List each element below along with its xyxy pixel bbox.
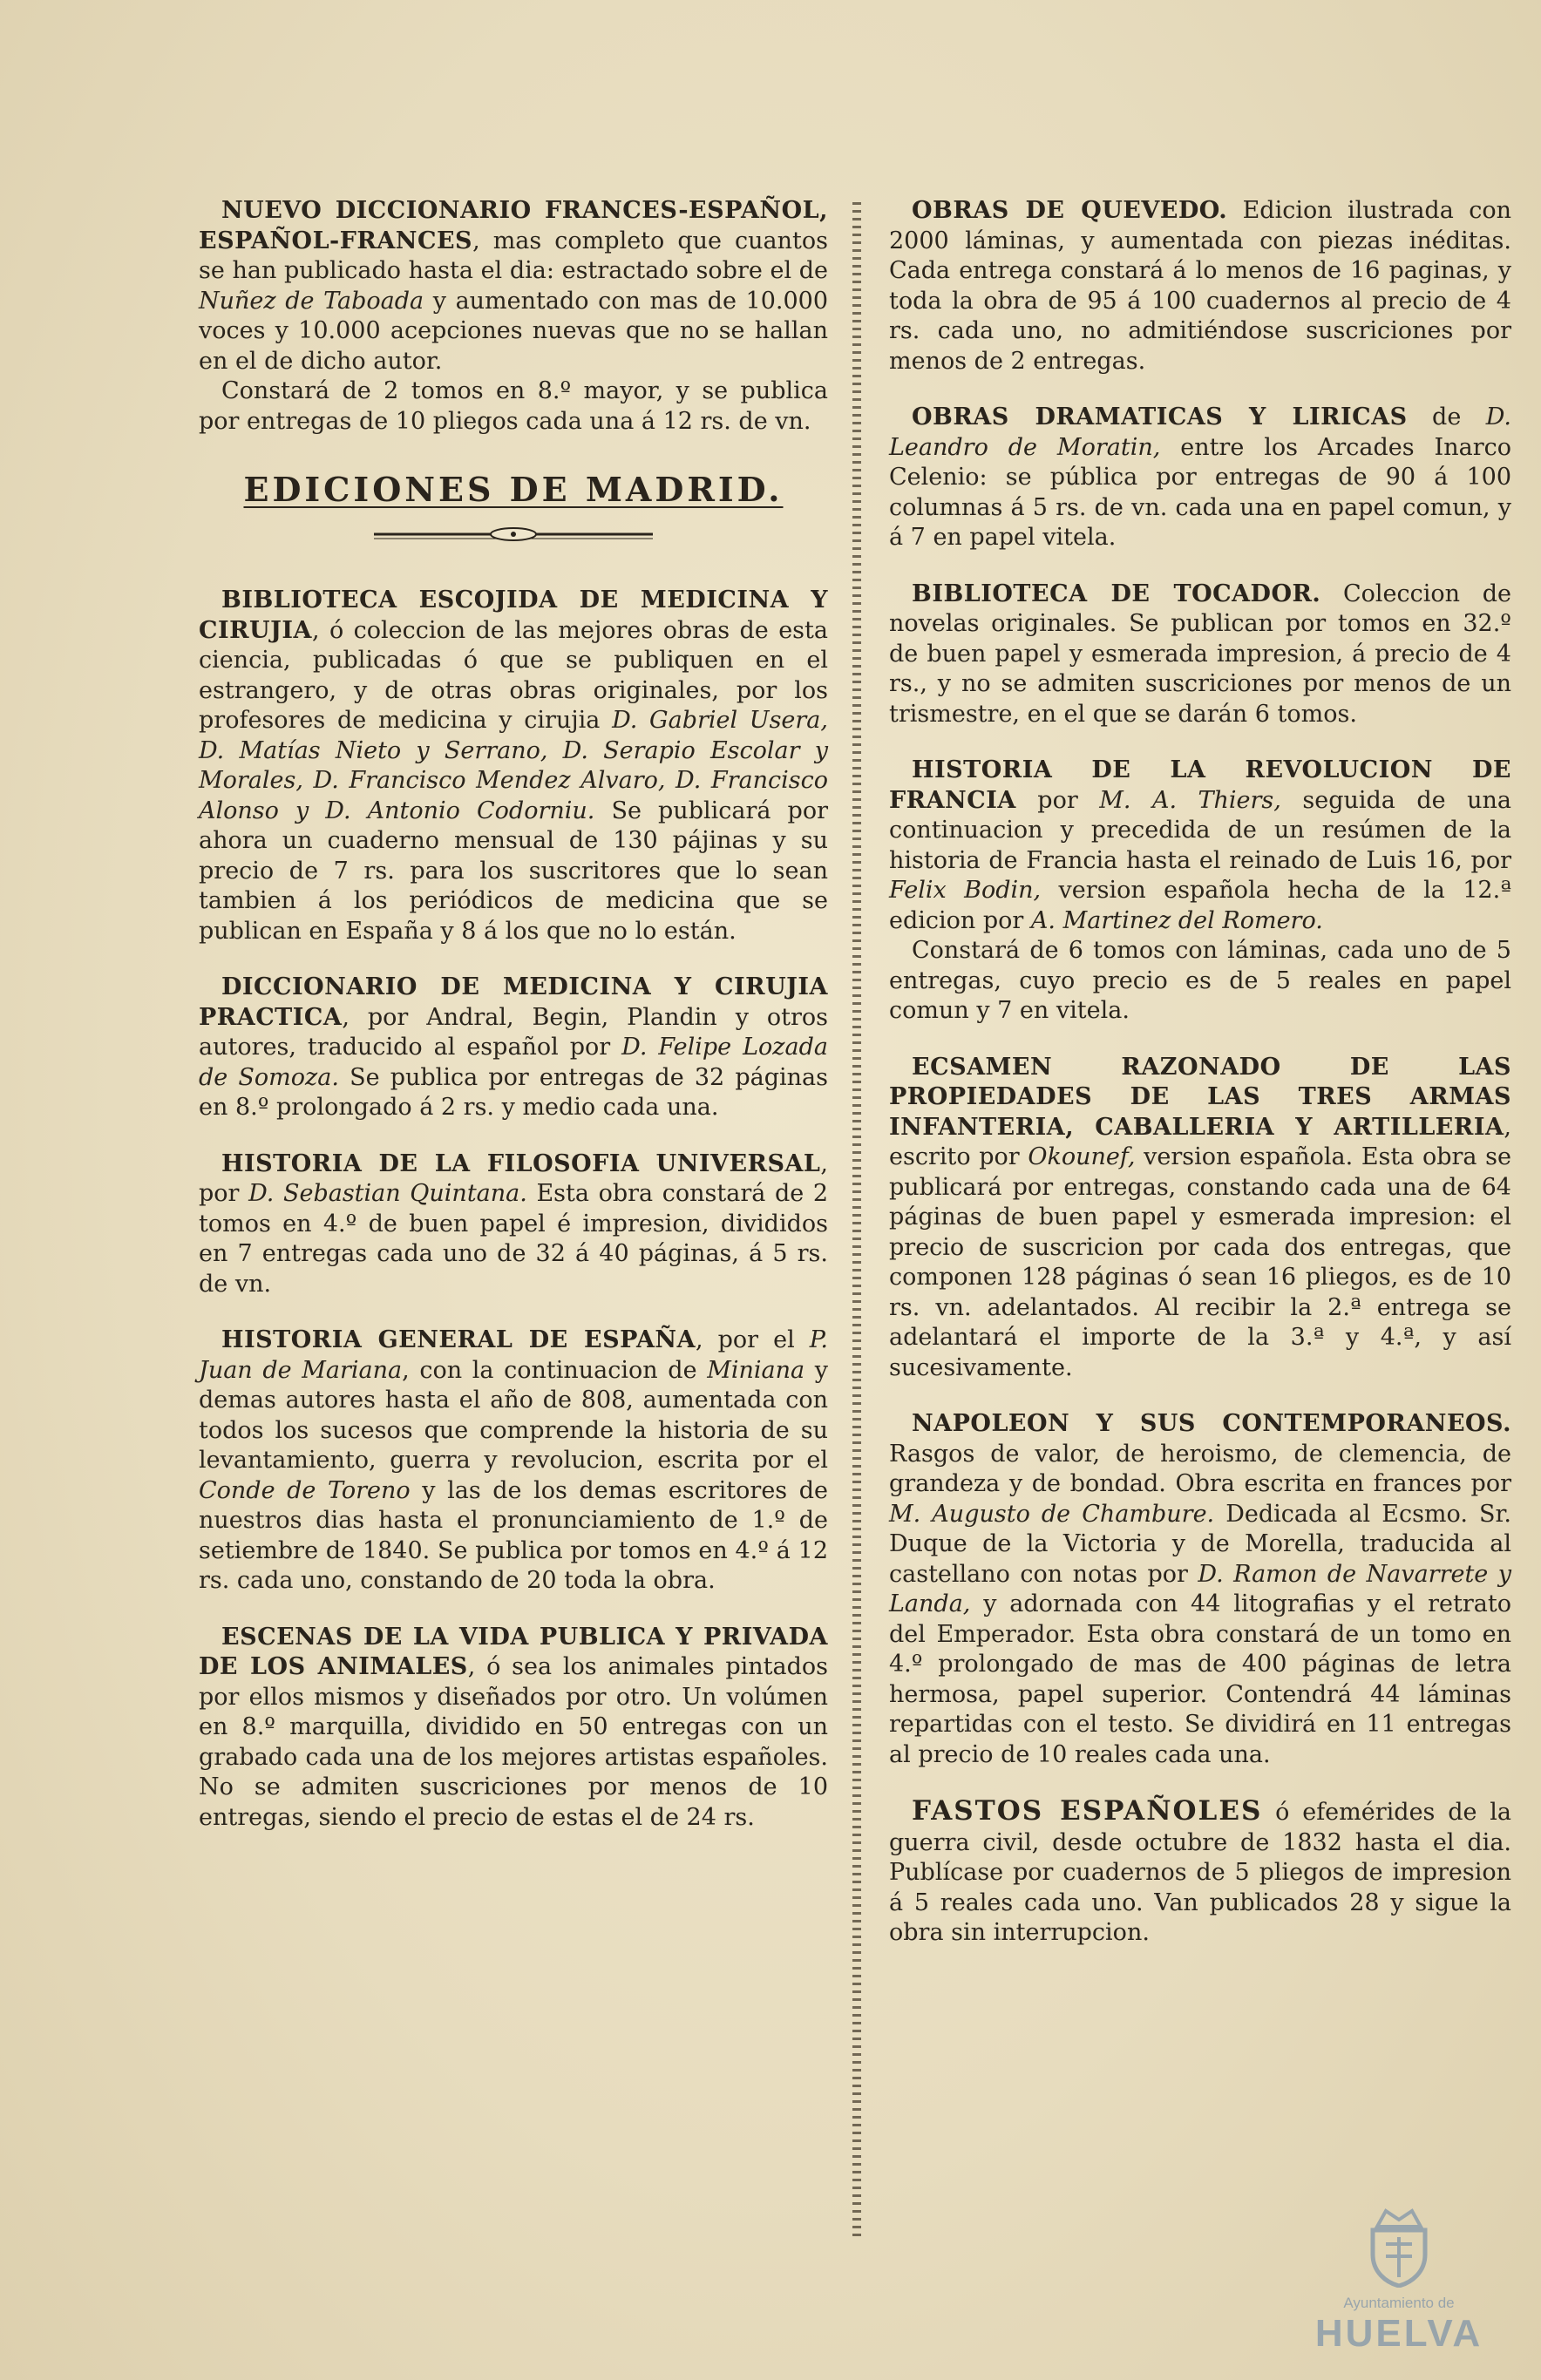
entry-napoleon [889, 1409, 1511, 1770]
huelva-watermark [1307, 2200, 1490, 2366]
section-title: EDICIONES DE MADRID. [243, 470, 784, 509]
entry-paragraph: ESCENAS DE LA VIDA PUBLICA Y PRIVADA DE LOS ANIMALES, ó sea los animales pintados por ellos mismos y diseñados por otro. Un volúmen en 8.º marquilla, dividido en 50 entregas con un grabado cada una de los mejores artistas españoles. No se admiten suscriciones por menos de 10 entregas, siendo el precio de estas el de 24 rs. [199, 1623, 829, 1831]
column-divider [852, 202, 861, 2241]
right-column [889, 196, 1511, 1975]
entry-title: FASTOS ESPAÑOLES [912, 1795, 1263, 1827]
entry-paragraph: NUEVO DICCIONARIO FRANCES-ESPAÑOL, ESPAÑOL-FRANCES, mas completo que cuantos se han publicado hasta el dia: estractado sobre el de Nuñez de Taboada y aumentado con mas de 10.000 voces y 10.000 acepciones nuevas que no se hallan en el de dicho autor. [199, 197, 828, 375]
entry-biblioteca-medicina [199, 586, 828, 946]
section-heading [199, 470, 828, 544]
entry-diccionario-frances [199, 196, 828, 437]
entry-title: OBRAS DRAMATICAS Y LIRICAS [912, 403, 1408, 431]
entry-revolucion-francia [889, 756, 1511, 1027]
entry-paragraph: Constará de 2 tomos en 8.º mayor, y se publica por entregas de 10 pliegos cada una á 12 rs. de vn. [199, 377, 828, 435]
entry-paragraph: HISTORIA DE LA REVOLUCION DE FRANCIA por M. A. Thiers, seguida de una continuacion y precedida de un resúmen de la historia de Francia hasta el reinado de Luis 16, por Felix Bodin, version española hecha de la 12.ª edicion por A. Martinez del Romero. [889, 756, 1511, 934]
entry-escenas-animales [199, 1623, 828, 1834]
entry-ecsamen-armas [889, 1053, 1511, 1384]
entry-paragraph: OBRAS DRAMATICAS Y LIRICAS de D. Leandro de Moratin, entre los Arcades Inarco Celenio: se pública por entregas de 90 á 100 columnas á 5 rs. de vn. cada una en papel comun, y á 7 en papel vitela. [889, 403, 1511, 551]
entry-title: HISTORIA DE LA FILOSOFIA UNIVERSAL [221, 1149, 821, 1177]
entry-paragraph: ECSAMEN RAZONADO DE LAS PROPIEDADES DE LAS TRES ARMAS INFANTERIA, CABALLERIA Y ARTILLERIA, escrito por Okounef, version española. Esta obra se publicará por entregas, constando cada una de 64 páginas de buen papel y esmerada impresion: el precio de suscricion por cada dos entregas, que componen 128 páginas ó sean 16 pliegos, es de 10 rs. vn. adelantados. Al recibir la 2.ª entrega se adelantará el importe de la 3.ª y 4.ª, y así sucesivamente. [889, 1053, 1511, 1381]
entry-title: NUEVO DICCIONARIO FRANCES-ESPAÑOL, ESPAÑOL-FRANCES [199, 197, 828, 254]
entry-paragraph: NAPOLEON Y SUS CONTEMPORANEOS. Rasgos de valor, de heroismo, de clemencia, de grandeza y de bondad. Obra escrita en frances por M. Augusto de Chambure. Dedicada al Ecsmo. Sr. Duque de la Victoria y de Morella, traducida al castellano con notas por D. Ramon de Navarrete y Landa, y adornada con 44 litografias y el retrato del Emperador. Esta obra constará de un tomo en 4.º prolongado de mas de 400 páginas de letra hermosa, papel superior. Contendrá 44 láminas repartidas con el testo. Se dividirá en 11 entregas al precio de 10 reales cada una. [889, 1410, 1511, 1768]
entry-title: OBRAS DE QUEVEDO. [912, 197, 1228, 224]
entry-historia-espana [199, 1326, 828, 1597]
entry-title: HISTORIA DE LA REVOLUCION DE FRANCIA [889, 756, 1511, 814]
entry-paragraph: OBRAS DE QUEVEDO. Edicion ilustrada con 2000 láminas, y aumentada con piezas inéditas. Cada entrega constará á lo menos de 16 paginas, y toda la obra de 95 á 100 cuadernos al precio de 4 rs. cada uno, no admitiéndose suscriciones por menos de 2 entregas. [889, 197, 1512, 375]
ornament-rule-icon [374, 525, 653, 544]
entry-title: ECSAMEN RAZONADO DE LAS PROPIEDADES DE LAS TRES ARMAS INFANTERIA, CABALLERIA Y ARTILLERIA [889, 1053, 1511, 1141]
entry-historia-filosofia [199, 1149, 828, 1300]
entry-title: BIBLIOTECA DE TOCADOR. [912, 580, 1321, 607]
coat-of-arms-icon [1351, 2200, 1447, 2288]
entry-title: DICCIONARIO DE MEDICINA Y CIRUJIA PRACTICA [199, 973, 828, 1031]
entry-diccionario-medicina [199, 973, 828, 1123]
entry-paragraph: HISTORIA DE LA FILOSOFIA UNIVERSAL, por D. Sebastian Quintana. Esta obra constará de 2 tomos en 4.º de buen papel é impresion, divididos en 7 entregas cada uno de 32 á 40 páginas, á 5 rs. de vn. [199, 1149, 829, 1298]
entry-biblioteca-tocador [889, 580, 1511, 730]
entry-paragraph: HISTORIA GENERAL DE ESPAÑA, por el P. Juan de Mariana, con la continuacion de Miniana y demas autores hasta el año de 808, aumentada con todos los sucesos que comprende la historia de su levantamiento, guerra y revolucion, escrita por el Conde de Toreno y las de los demas escritores de nuestros dias hasta el pronunciamiento de 1.º de setiembre de 1840. Se publica por tomos en 4.º á 12 rs. cada uno, constando de 20 toda la obra. [199, 1326, 828, 1594]
entry-paragraph: BIBLIOTECA ESCOJIDA DE MEDICINA Y CIRUJIA, ó coleccion de las mejores obras de esta ciencia, publicadas ó que se publiquen en el estrangero, y de otras obras originales, por los profesores de medicina y cirujia D. Gabriel Usera, D. Matías Nieto y Serrano, D. Serapio Escolar y Morales, D. Francisco Mendez Alvaro, D. Francisco Alonso y D. Antonio Codorniu. Se publicará por ahora un cuaderno mensual de 130 pájinas y su precio de 7 rs. para los suscritores que lo sean tambien á los periódicos de medicina que se publican en España y 8 á los que no lo están. [199, 587, 828, 945]
entry-obras-moratin [889, 403, 1511, 553]
entry-paragraph: DICCIONARIO DE MEDICINA Y CIRUJIA PRACTICA, por Andral, Begin, Plandin y otros autores, traducido al español por D. Felipe Lozada de Somoza. Se publica por entregas de 32 páginas en 8.º prolongado á 2 rs. y medio cada una. [199, 973, 829, 1121]
entry-obras-quevedo [889, 196, 1511, 376]
entry-paragraph: BIBLIOTECA DE TOCADOR. Coleccion de novelas originales. Se publican por tomos en 32.º de buen papel y esmerada impresion, á precio de 4 rs., y no se admiten suscriciones por menos de un trismestre, en el que se darán 6 tomos. [889, 580, 1511, 728]
entry-title: ESCENAS DE LA VIDA PUBLICA Y PRIVADA DE LOS ANIMALES [199, 1623, 828, 1680]
entry-fastos-espanoles [889, 1796, 1511, 1949]
entry-title: HISTORIA GENERAL DE ESPAÑA [221, 1326, 696, 1353]
entry-title: NAPOLEON Y SUS CONTEMPORANEOS. [912, 1410, 1511, 1437]
left-column [199, 196, 828, 1859]
watermark-subtitle: Ayuntamiento de [1343, 2295, 1455, 2311]
entry-title: BIBLIOTECA ESCOJIDA DE MEDICINA Y CIRUJIA [199, 587, 828, 644]
entry-paragraph: FASTOS ESPAÑOLES ó efemérides de la guerra civil, desde octubre de 1832 hasta el dia. Publícase por cuadernos de 5 pliegos de impresion á 5 reales cada uno. Van publicados 28 y sigue la obra sin interrupcion. [889, 1795, 1511, 1946]
entry-paragraph: Constará de 6 tomos con láminas, cada uno de 5 entregas, cuyo precio es de 5 reales en papel comun y 7 en vitela. [889, 937, 1511, 1024]
watermark-title: HUELVA [1314, 2312, 1483, 2355]
